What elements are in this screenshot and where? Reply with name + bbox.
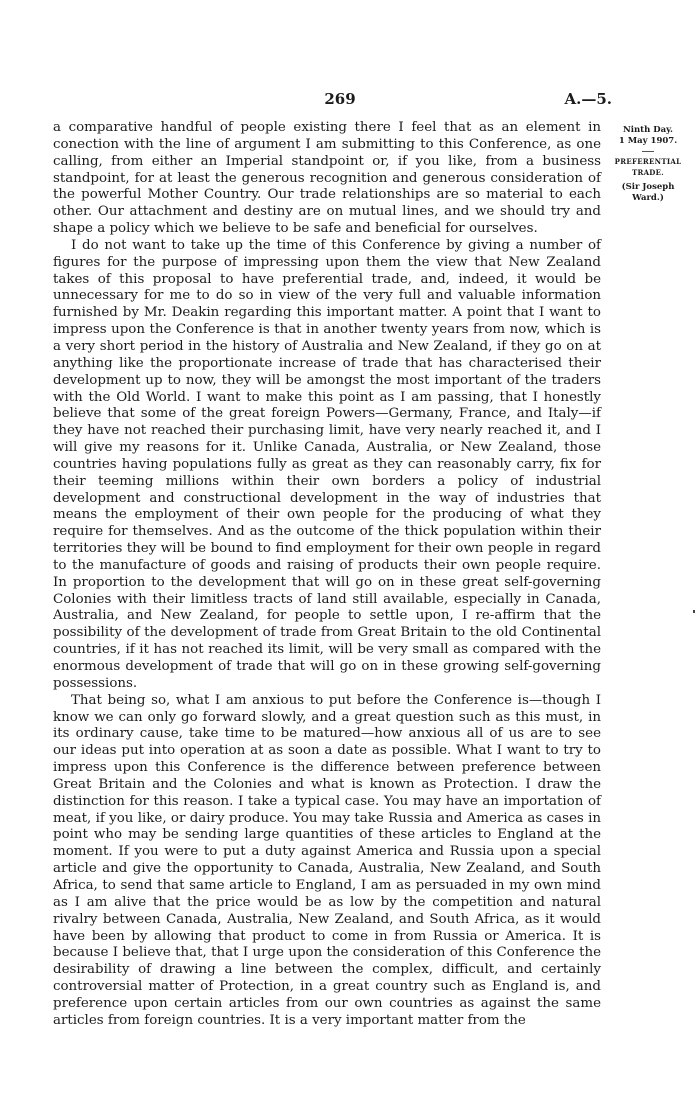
paragraph: I do not want to take up the time of this Conference by giving a number of figures for the purpose of impressing upon them the view that New Zealand takes of this proposal to have preferential trade, and, indeed, it would be unnecessary for me to do so in view of the very full and valuable information furnished by Mr. Deakin regarding this important matter. A point that I want to impress upon the Conference is that in another twenty years from now, which is a very short period in the history of Australia and New Zealand, if they go on at anything like the proportionate increase of trade that has characterised their development up to now, they will be amongst the most important of the traders with the Old World. I want to make this point as I am passing, that I honestly believe that some of the great foreign Powers—Germany, France, and Italy—if they have not reached their purchasing limit, have very nearly reached it, and I will give my reasons for it. Unlike Canada, Australia, or New Zealand, those countries having populations fully as great as they can reasonably carry, fix for their teeming millions within their own borders a policy of industrial development and constructional development in the way of industries that means the employment of their own people for the producing of what they require for themselves. And as the outcome of the thick population within their territories they will be bound to find employment for their own people in regard to the manufacture of goods and raising of products their own people require. In proportion to the development that will go on in these great self-governing Colonies with their limitless tracts of land still available, especially in Canada, Australia, and New Zealand, for people to settle upon, I re-affirm that the possibility of the development of trade from Great Britain to the old Continental countries, if it has not reached its limit, will be very small as compared with the enormous development of trade that will go on in these growing self-governing possessions. [53,237,601,691]
paragraph-continuation: a comparative handful of people existing there I feel that as an element in conection with the line of argument I am submitting to this Conference, as one calling, from either an Imperial standpoint or, if you like, from a business standpoint, for at least the generous recognition and generous consideration of the powerful Mother Country. Our trade relationships are so material to each other. Our attachment and destiny are on mutual lines, and we should try and shape a policy which we believe to be safe and beneficial for ourselves. [53,120,601,237]
body-text [53,120,601,1030]
margin-note-divider [642,151,654,152]
stray-ink-mark [693,610,695,613]
document-reference: A.—5. [564,90,612,108]
margin-note-topic-line1: PREFERENTIAL [614,157,682,166]
page-number: 269 [324,90,356,108]
margin-note-speaker-line1: (Sir Joseph [621,182,675,192]
margin-notes [612,125,684,204]
paragraph: That being so, what I am anxious to put before the Conference is—though I know we can only go forward slowly, and a great question such as this must, in its ordinary cause, take time to be matured—how anxious all of us are to see our ideas put into operation at as soon a date as possible. What I want to try to impress upon this Conference is the difference between preference between Great Britain and the Colonies and what is known as Protection. I draw the distinction for this reason. I take a typical case. You may have an importation of meat, if you like, or dairy produce. You may take Russia and America as cases in point who may be sending large quantities of these articles to England at the moment. If you were to put a duty against America and Russia upon a special article and give the opportunity to Canada, Australia, New Zealand, and South Africa, to send that same article to England, I am as persuaded in my own mind as I am alive that the price would be as low by the competition and natural rivalry between Canada, Australia, New Zealand, and South Africa, as it would have been by allowing that product to come in from Russia or America. It is because I believe that, that I urge upon the consideration of this Conference the desirability of drawing a line between the complex, difficult, and certainly controversial matter of Protection, in a great country such as England is, and preference upon certain articles from our own countries as against the same articles from foreign countries. It is a very important matter from the [53,692,601,1028]
margin-note-day: Ninth Day. [622,125,674,135]
margin-note-topic-line2: TRADE. [631,168,665,177]
margin-note-date: 1 May 1907. [618,136,678,146]
margin-note-speaker-line2: Ward.) [632,193,664,203]
